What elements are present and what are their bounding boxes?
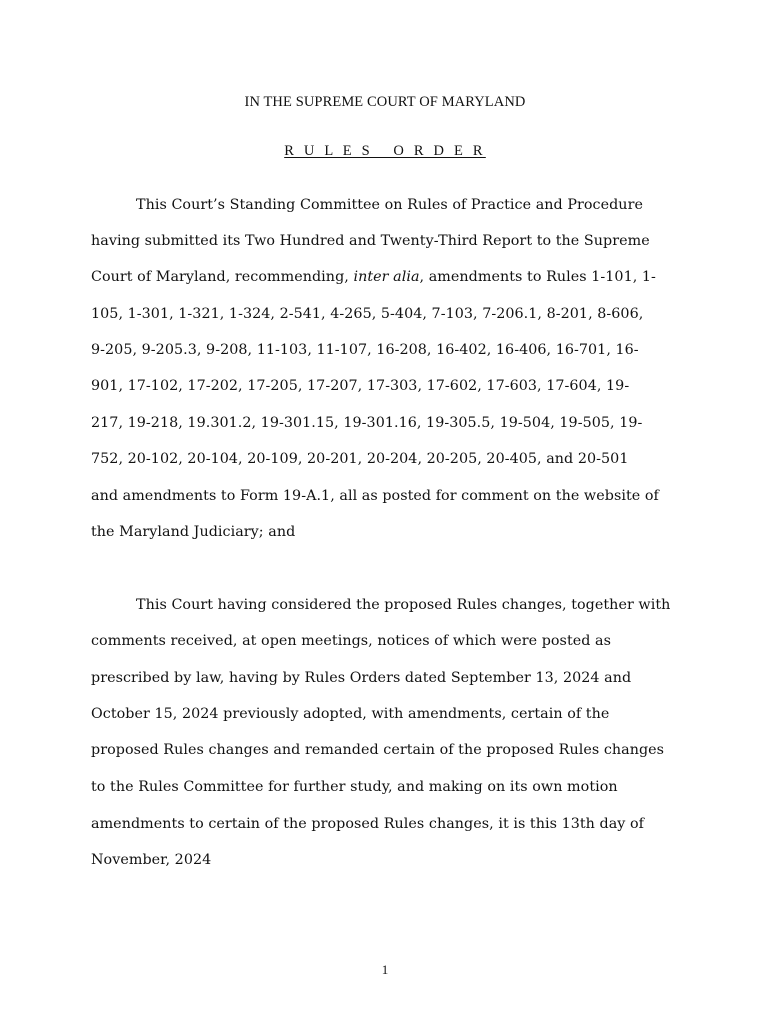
paragraph-line (91, 269, 681, 285)
paragraph-line: November, 2024 (91, 852, 212, 868)
italic-phrase: inter alia (353, 269, 420, 285)
paragraph-line: and amendments to Form 19-A.1, all as posted for comment on the website of (91, 488, 659, 504)
paragraph-line: This Court’s Standing Committee on Rules of Practice and Procedure (136, 197, 643, 213)
paragraph-line: prescribed by law, having by Rules Orders dated September 13, 2024 and (91, 670, 632, 686)
court-title: IN THE SUPREME COURT OF MARYLAND (244, 94, 526, 110)
paragraph-line: 105, 1-301, 1-321, 1-324, 2-541, 4-265, 5-404, 7-103, 7-206.1, 8-201, 8-606, (91, 306, 644, 322)
paragraph-line: 752, 20-102, 20-104, 20-109, 20-201, 20-204, 20-205, 20-405, and 20-501 (91, 451, 629, 467)
paragraph-line: the Maryland Judiciary; and (91, 524, 296, 540)
order-title: R U L E S O R D E R (284, 143, 486, 159)
paragraph-line: 217, 19-218, 19.301.2, 19-301.15, 19-301.16, 19-305.5, 19-504, 19-505, 19- (91, 415, 643, 431)
paragraph-line: This Court having considered the proposed Rules changes, together with (136, 597, 671, 613)
paragraph-line: amendments to certain of the proposed Rules changes, it is this 13th day of (91, 816, 645, 832)
paragraph-line: proposed Rules changes and remanded certain of the proposed Rules changes (91, 742, 665, 758)
paragraph-line: 901, 17-102, 17-202, 17-205, 17-207, 17-303, 17-602, 17-603, 17-604, 19- (91, 378, 630, 394)
paragraph-line: having submitted its Two Hundred and Twenty-Third Report to the Supreme (91, 233, 650, 249)
paragraph-line: 9-205, 9-205.3, 9-208, 11-103, 11-107, 16-208, 16-402, 16-406, 16-701, 16- (91, 342, 639, 358)
line-text: , amendments to Rules 1-101, 1- (419, 269, 656, 285)
page-number: 1 (381, 962, 389, 977)
paragraph-line: October 15, 2024 previously adopted, with amendments, certain of the (91, 706, 610, 722)
paragraph-line: comments received, at open meetings, notices of which were posted as (91, 633, 612, 649)
paragraph-line: to the Rules Committee for further study, and making on its own motion (91, 779, 618, 795)
line-text: Court of Maryland, recommending, (91, 269, 354, 285)
